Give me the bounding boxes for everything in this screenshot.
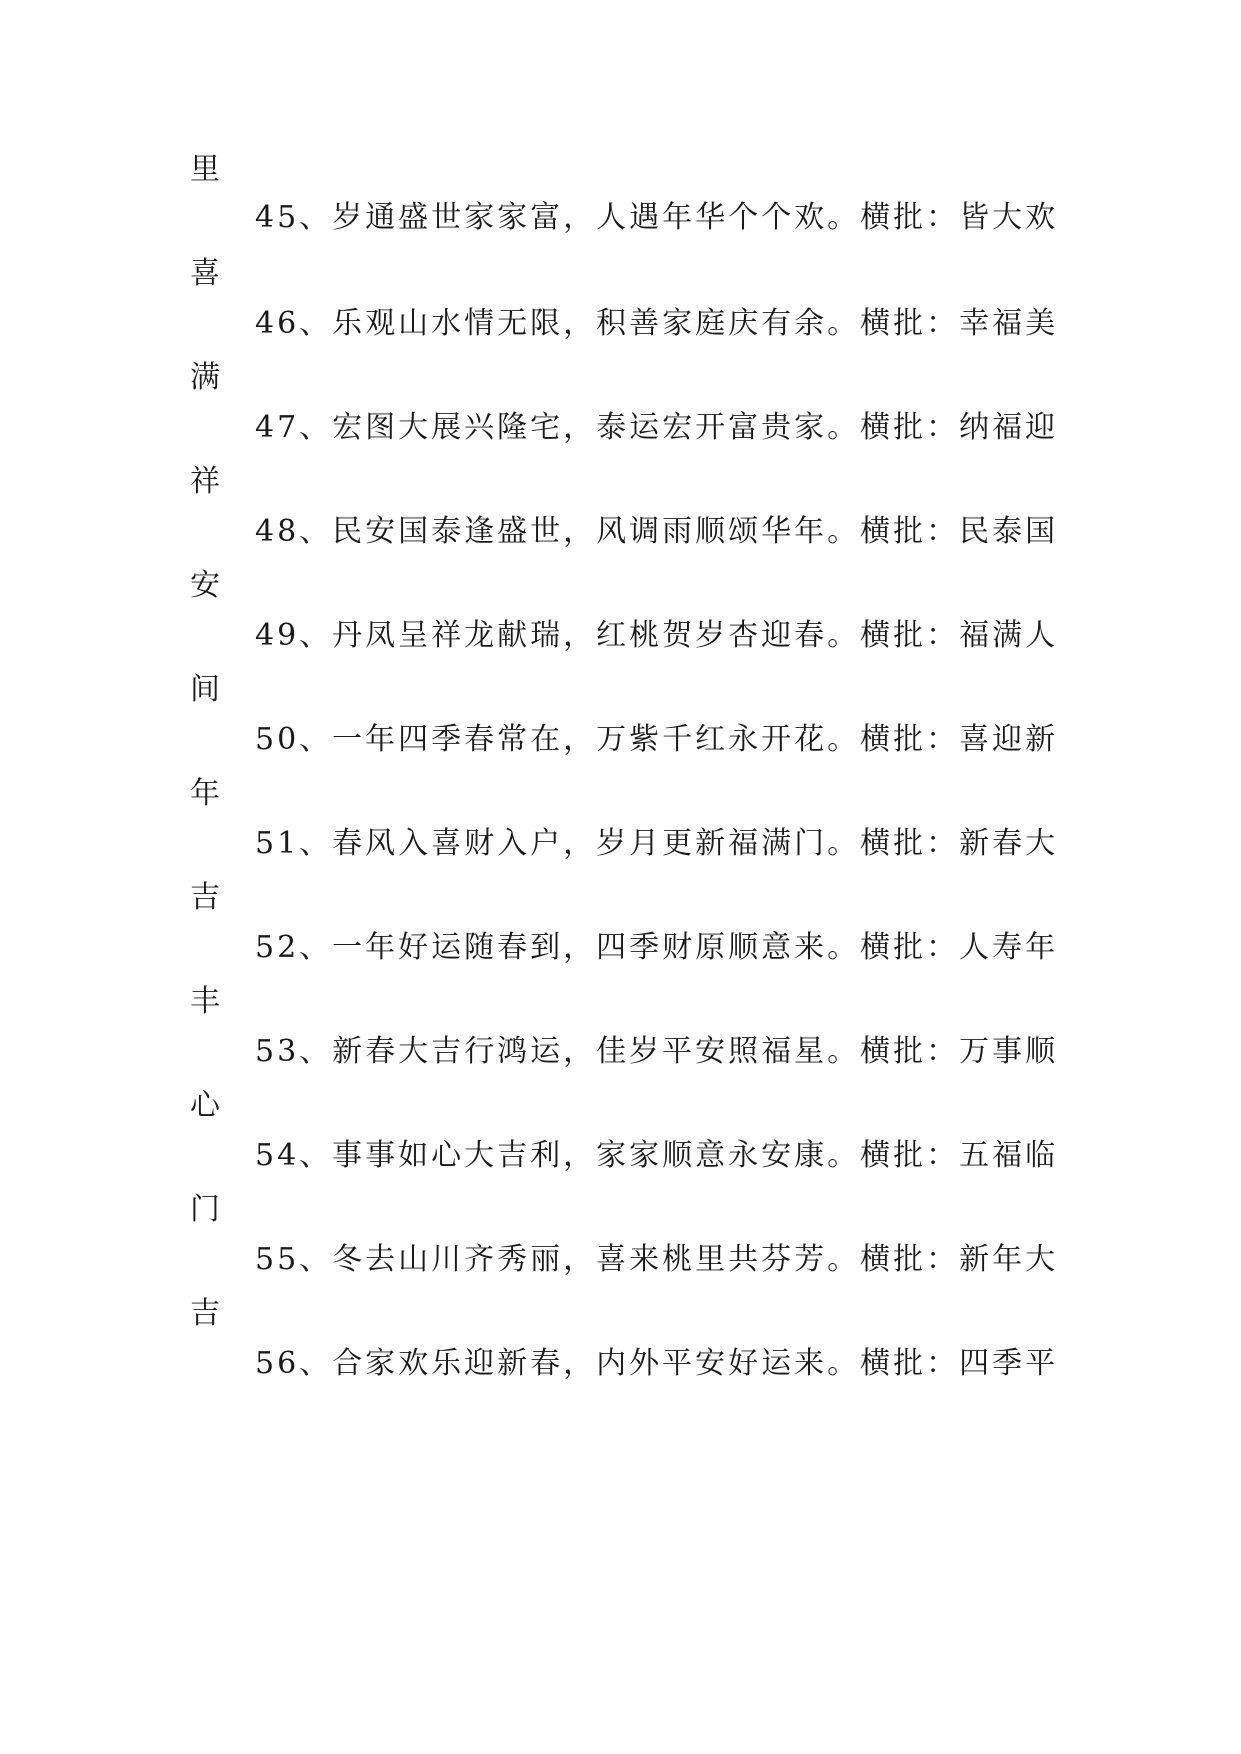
couplet-entry-51: 51、春风入喜财入户，岁月更新福满门。横批：新春大 (255, 826, 1059, 861)
couplet-entry-46: 46、乐观山水情无限，积善家庭庆有余。横批：幸福美 (255, 306, 1059, 341)
couplet-entry-53-wrap: 心 (190, 1088, 223, 1123)
couplet-entry-45-wrap: 喜 (190, 256, 223, 291)
couplet-entry-49: 49、丹凤呈祥龙献瑞，红桃贺岁杏迎春。横批：福满人 (255, 618, 1059, 653)
couplet-entry-52: 52、一年好运随春到，四季财原顺意来。横批：人寿年 (255, 930, 1059, 965)
couplet-entry-55-wrap: 吉 (190, 1296, 223, 1331)
couplet-entry-48-wrap: 安 (190, 568, 223, 603)
couplet-entry-46-wrap: 满 (190, 360, 223, 395)
couplet-entry-54-wrap: 门 (190, 1192, 223, 1227)
couplet-entry-48: 48、民安国泰逢盛世，风调雨顺颂华年。横批：民泰国 (255, 514, 1059, 549)
couplet-entry-54: 54、事事如心大吉利，家家顺意永安康。横批：五福临 (255, 1138, 1059, 1173)
couplet-entry-50-wrap: 年 (190, 776, 223, 811)
leading-fragment: 里 (190, 152, 223, 187)
couplet-entry-55: 55、冬去山川齐秀丽，喜来桃里共芬芳。横批：新年大 (255, 1242, 1059, 1277)
couplet-entry-45: 45、岁通盛世家家富，人遇年华个个欢。横批：皆大欢 (255, 200, 1059, 235)
couplet-entry-50: 50、一年四季春常在，万紫千红永开花。横批：喜迎新 (255, 722, 1059, 757)
couplet-entry-49-wrap: 间 (190, 672, 223, 707)
couplet-entry-52-wrap: 丰 (190, 984, 223, 1019)
couplet-entry-53: 53、新春大吉行鸿运，佳岁平安照福星。横批：万事顺 (255, 1034, 1059, 1069)
couplet-entry-51-wrap: 吉 (190, 880, 223, 915)
couplet-entry-56: 56、合家欢乐迎新春，内外平安好运来。横批：四季平 (255, 1346, 1059, 1381)
couplet-entry-47: 47、宏图大展兴隆宅，泰运宏开富贵家。横批：纳福迎 (255, 410, 1059, 445)
couplet-entry-47-wrap: 祥 (190, 464, 223, 499)
